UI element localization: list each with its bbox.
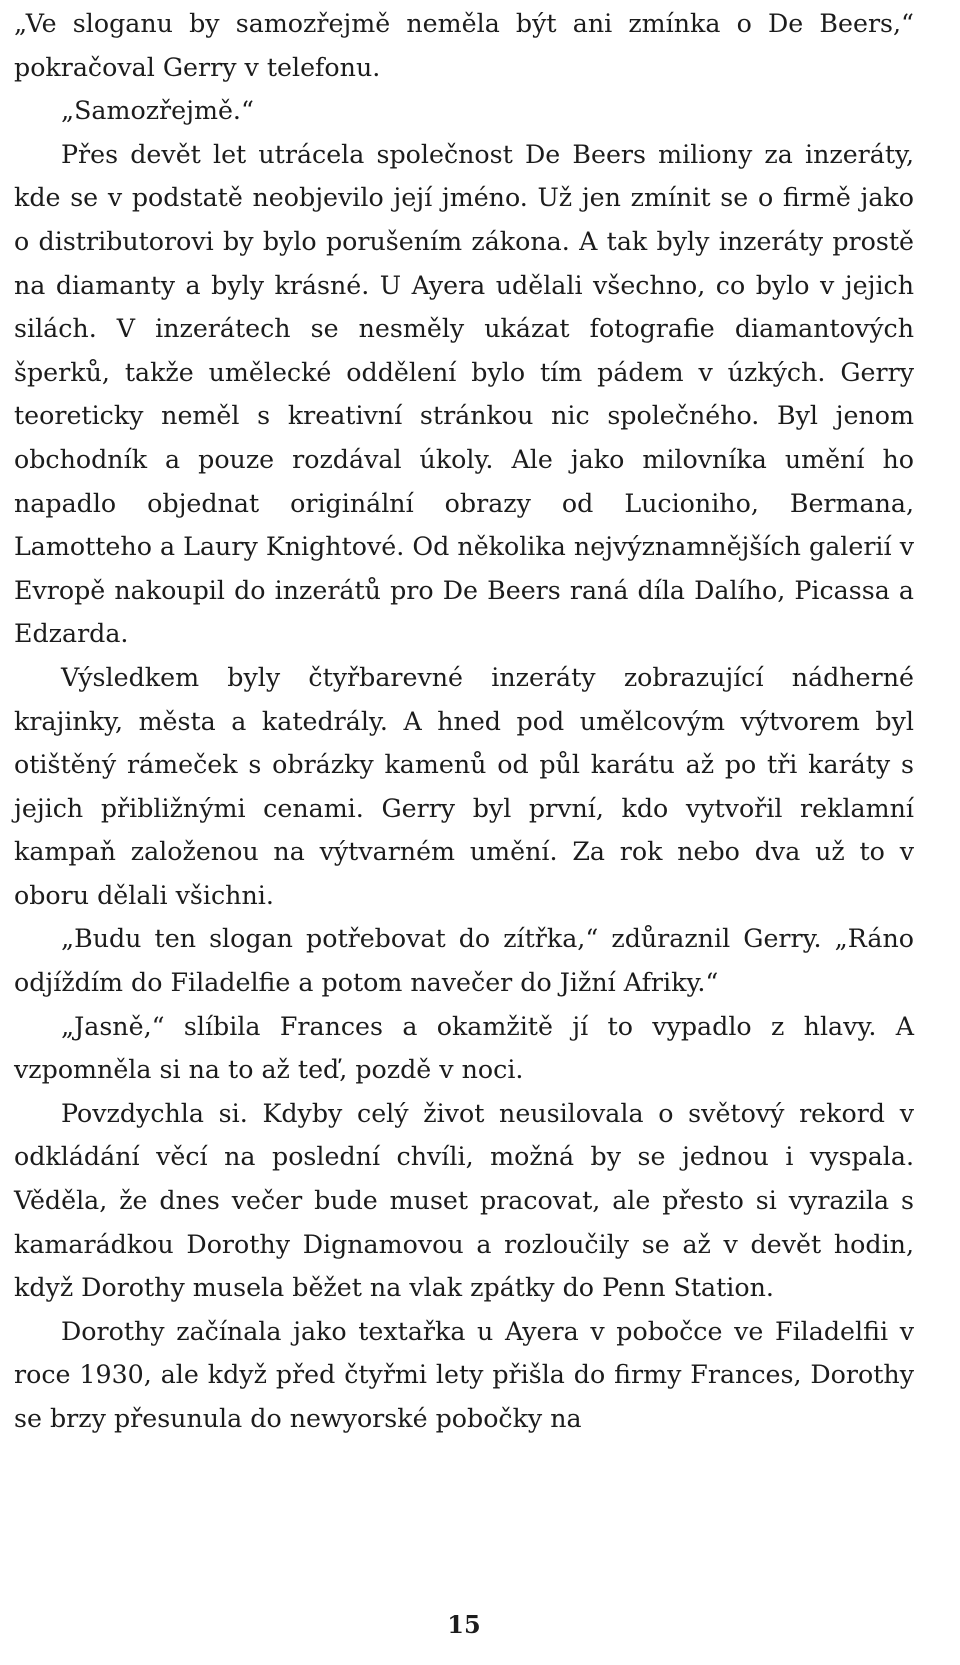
page-number: 15 <box>447 1610 481 1639</box>
paragraph-1: „Ve sloganu by samozřejmě neměla být ani zmínka o De Beers,“ pokračoval Gerry v telefonu. <box>14 9 914 82</box>
book-page <box>14 0 914 1665</box>
body-text <box>14 2 914 1441</box>
paragraph-7: Povzdychla si. Kdyby celý život neusilovala o světový rekord v odkládání věcí na poslední chvíli, možná by se jednou i vyspala. Věděla, že dnes večer bude muset pracovat, ale přesto si vyrazila s kamarádkou Dorothy Dignamovou a rozloučily se až v devět hodin, když Dorothy musela běžet na vlak zpátky do Penn Station. <box>14 1098 914 1303</box>
paragraph-3: Přes devět let utrácela společnost De Beers miliony za inzeráty, kde se v podstatě neobjevilo její jméno. Už jen zmínit se o firmě jako o distributorovi by bylo porušením zákona. A tak byly inzeráty prostě na diamanty a byly krásné. U Ayera udělali všechno, co bylo v jejich silách. V inzerátech se nesměly ukázat fotografie diamantových šperků, takže umělecké oddělení bylo tím pádem v úzkých. Gerry teoreticky neměl s kreativní stránkou nic společného. Byl jenom obchodník a pouze rozdával úkoly. Ale jako milovníka umění ho napadlo objednat originální obrazy od Lucioniho, Bermana, Lamotteho a Laury Knightové. Od několika nejvýznamnějších galerií v Evropě nakoupil do inzerátů pro De Beers raná díla Dalího, Picassa a Edzarda. <box>14 139 914 649</box>
paragraph-4: Výsledkem byly čtyřbarevné inzeráty zobrazující nádherné krajinky, města a katedrály. A hned pod umělcovým výtvorem byl otištěný rámeček s obrázky kamenů od půl karátu až po tři karáty s jejich přibližnými cenami. Gerry byl první, kdo vytvořil reklamní kampaň založenou na výtvarném umění. Za rok nebo dva už to v oboru dělali všichni. <box>14 662 914 910</box>
paragraph-5: „Budu ten slogan potřebovat do zítřka,“ zdůraznil Gerry. „Ráno odjíždím do Filadelfie a potom navečer do Jižní Afriky.“ <box>14 924 914 998</box>
paragraph-2: „Samozřejmě.“ <box>61 96 254 126</box>
paragraph-6: „Jasně,“ slíbila Frances a okamžitě jí to vypadlo z hlavy. A vzpomněla si na to až teď, pozdě v noci. <box>14 1011 914 1085</box>
paragraph-8: Dorothy začínala jako textařka u Ayera v pobočce ve Filadelfii v roce 1930, ale když před čtyřmi lety přišla do firmy Frances, Dorothy se brzy přesunula do newyorské pobočky na <box>14 1316 914 1433</box>
